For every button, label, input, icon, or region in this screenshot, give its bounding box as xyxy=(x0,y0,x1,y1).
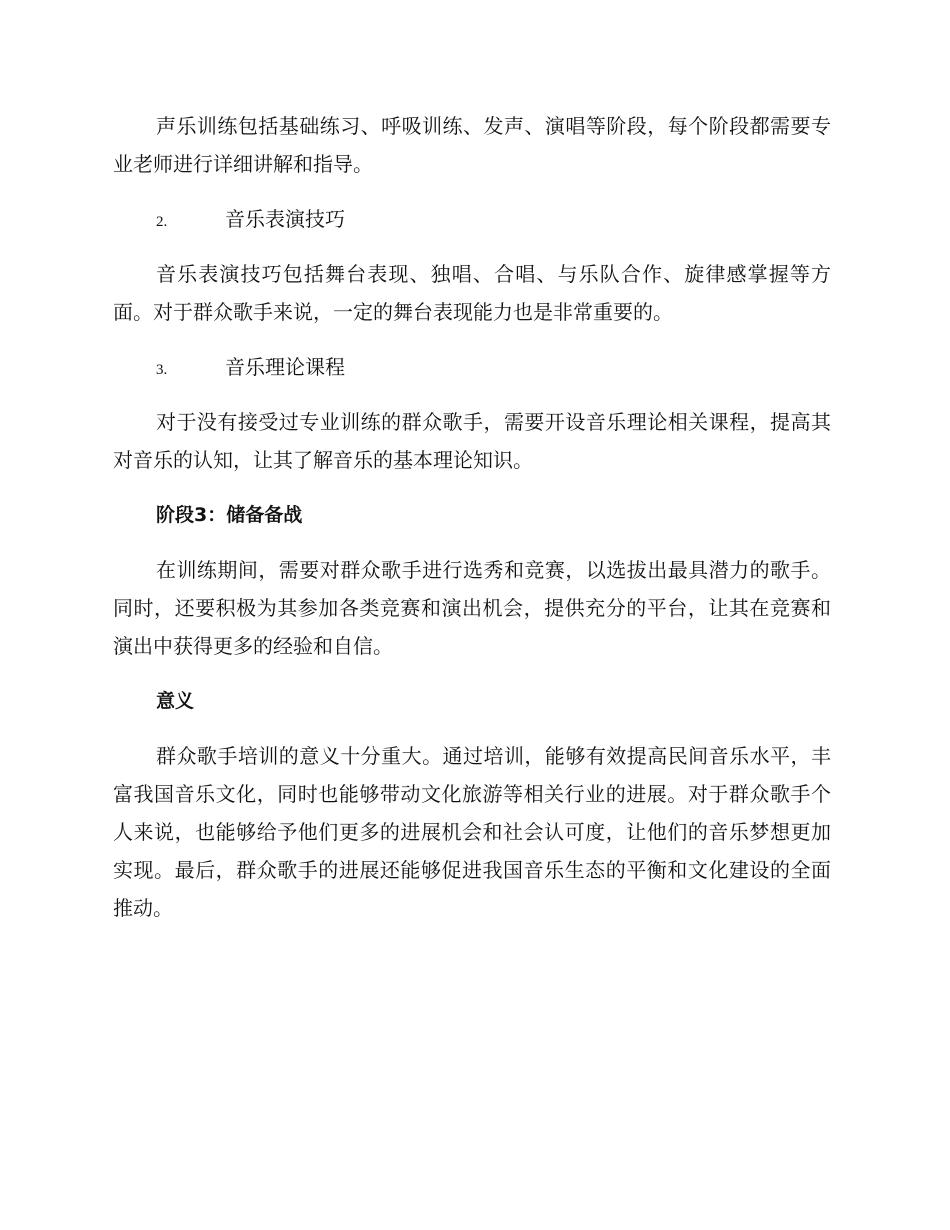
heading-stage-3: 阶段3：储备备战 xyxy=(156,504,303,526)
list-item-music-theory xyxy=(113,348,831,386)
paragraph-performance-skills: 音乐表演技巧包括舞台表现、独唱、合唱、与乐队合作、旋律感掌握等方面。对于群众歌手来说，一定的舞台表现能力也是非常重要的。 xyxy=(113,262,831,324)
list-title: 音乐理论课程 xyxy=(225,355,345,379)
paragraph-meaning: 群众歌手培训的意义十分重大。通过培训，能够有效提高民间音乐水平，丰富我国音乐文化，同时也能够带动文化旅游等相关行业的进展。对于群众歌手个人来说，也能够给予他们更多的进展机会和社会认可度，让他们的音乐梦想更加实现。最后，群众歌手的进展还能够促进我国音乐生态的平衡和文化建设的全面推动。 xyxy=(113,744,831,920)
paragraph-stage-3: 在训练期间，需要对群众歌手进行选秀和竞赛，以选拔出最具潜力的歌手。同时，还要积极为其参加各类竞赛和演出机会，提供充分的平台，让其在竞赛和演出中获得更多的经验和自信。 xyxy=(113,558,831,658)
document-page xyxy=(113,107,831,927)
list-number: 3. xyxy=(156,362,168,378)
list-number: 2. xyxy=(156,214,168,230)
heading-meaning: 意义 xyxy=(156,690,195,712)
list-item-performance-skills xyxy=(113,200,831,238)
paragraph-music-theory: 对于没有接受过专业训练的群众歌手，需要开设音乐理论相关课程，提高其对音乐的认知，让其了解音乐的基本理论知识。 xyxy=(113,410,831,472)
paragraph-vocal-training: 声乐训练包括基础练习、呼吸训练、发声、演唱等阶段，每个阶段都需要专业老师进行详细讲解和指导。 xyxy=(113,114,831,176)
list-title: 音乐表演技巧 xyxy=(225,207,345,231)
